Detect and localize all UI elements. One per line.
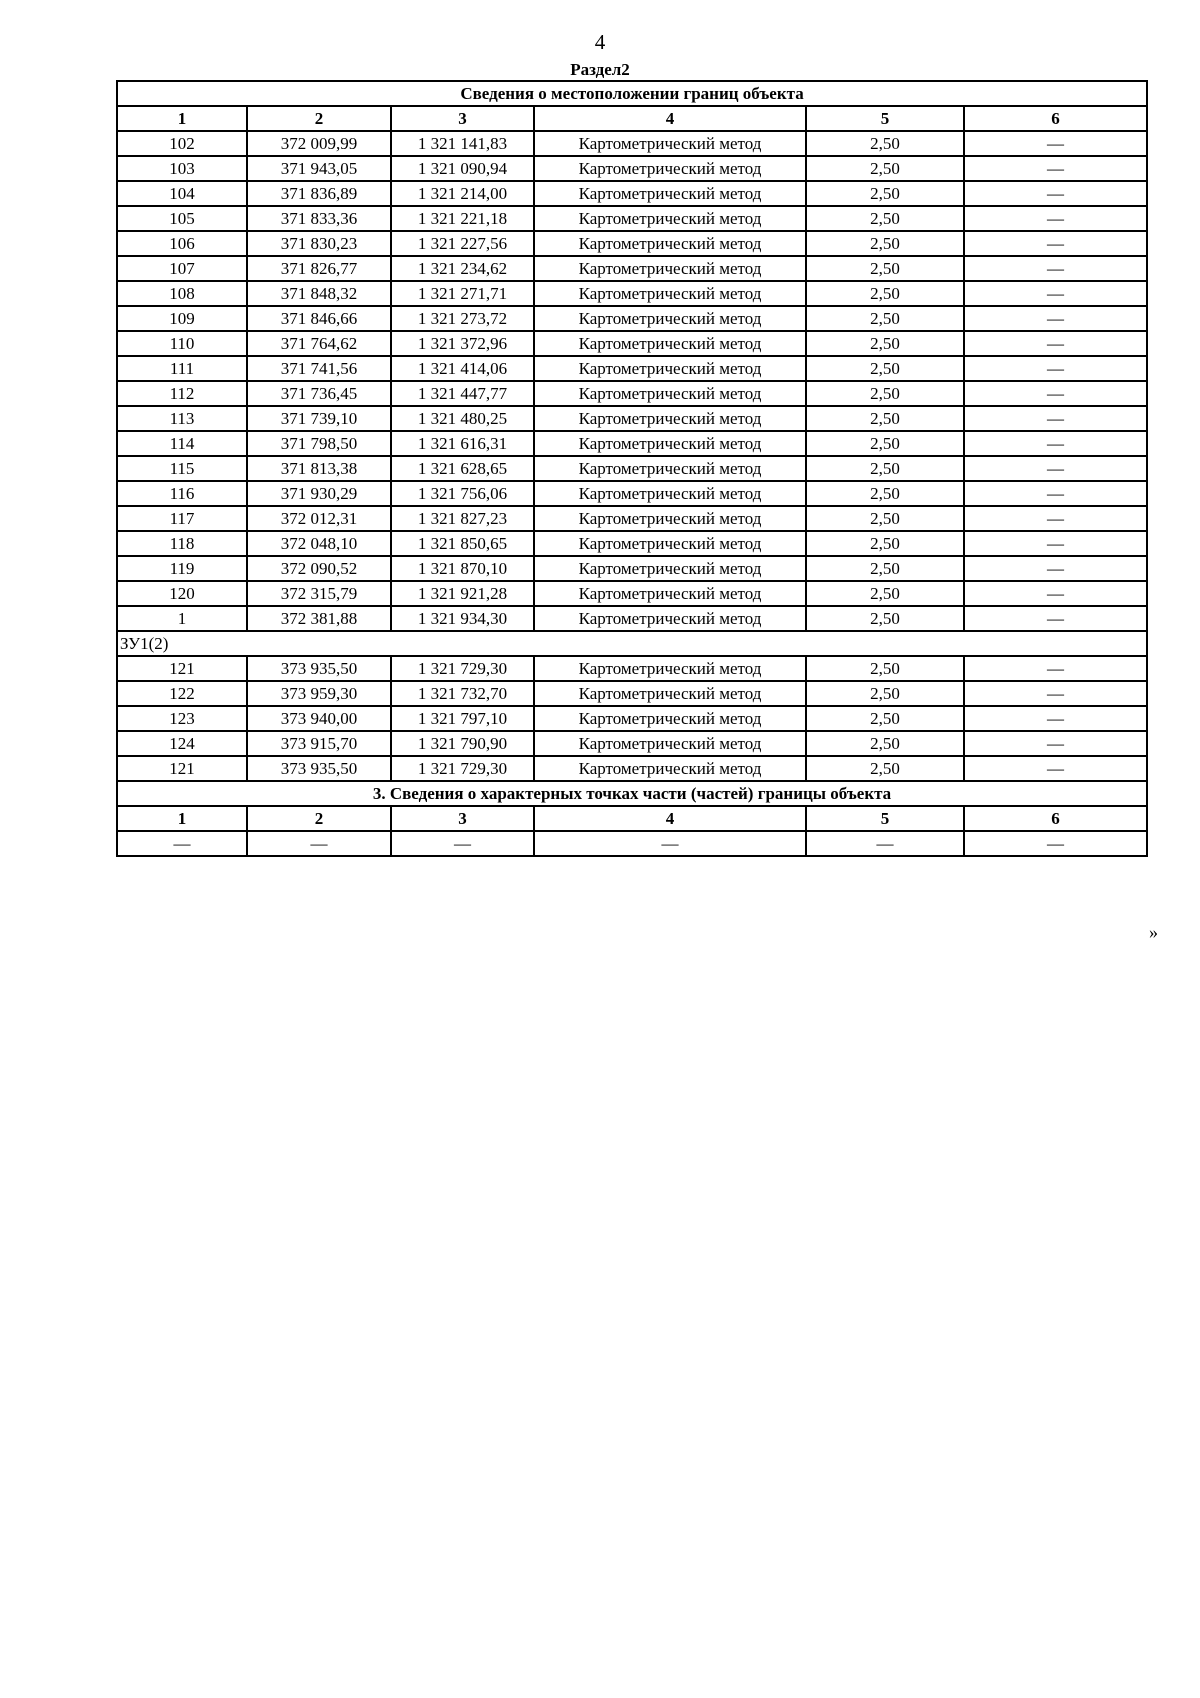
cell: 373 940,00 — [247, 706, 391, 731]
table-title: Сведения о местоположении границ объекта — [117, 81, 1147, 106]
cell: Картометрический метод — [534, 656, 806, 681]
cell: 2,50 — [806, 531, 964, 556]
table-row — [117, 281, 1147, 306]
cell: 373 935,50 — [247, 756, 391, 781]
table-row — [117, 456, 1147, 481]
cell: 2,50 — [806, 606, 964, 631]
cell: Картометрический метод — [534, 306, 806, 331]
section3-row — [117, 831, 1147, 856]
cell: 1 321 870,10 — [391, 556, 534, 581]
cell: 104 — [117, 181, 247, 206]
cell: 5 — [806, 806, 964, 831]
cell: — — [964, 356, 1147, 381]
cell: 372 315,79 — [247, 581, 391, 606]
cell: 1 321 850,65 — [391, 531, 534, 556]
cell: Картометрический метод — [534, 756, 806, 781]
cell: 2,50 — [806, 281, 964, 306]
cell: — — [964, 156, 1147, 181]
table-row — [117, 731, 1147, 756]
cell: 115 — [117, 456, 247, 481]
cell: — — [391, 831, 534, 856]
cell: 2,50 — [806, 731, 964, 756]
cell: 106 — [117, 231, 247, 256]
cell: 123 — [117, 706, 247, 731]
cell: — — [117, 831, 247, 856]
cell: 371 830,23 — [247, 231, 391, 256]
cell: 1 321 234,62 — [391, 256, 534, 281]
cell: 1 321 616,31 — [391, 431, 534, 456]
cell: 1 321 090,94 — [391, 156, 534, 181]
table-row — [117, 656, 1147, 681]
table-row — [117, 481, 1147, 506]
cell: 2,50 — [806, 656, 964, 681]
table-row — [117, 356, 1147, 381]
cell: 371 739,10 — [247, 406, 391, 431]
cell: 372 090,52 — [247, 556, 391, 581]
cell: 371 813,38 — [247, 456, 391, 481]
group-row — [117, 631, 1147, 656]
table-row — [117, 681, 1147, 706]
cell: 1 321 271,71 — [391, 281, 534, 306]
cell: 1 321 797,10 — [391, 706, 534, 731]
cell: 2,50 — [806, 131, 964, 156]
cell: — — [964, 556, 1147, 581]
cell: 4 — [534, 806, 806, 831]
cell: 372 009,99 — [247, 131, 391, 156]
cell: 2,50 — [806, 306, 964, 331]
cell: — — [964, 456, 1147, 481]
cell: 371 741,56 — [247, 356, 391, 381]
cell: — — [964, 131, 1147, 156]
cell: 1 321 790,90 — [391, 731, 534, 756]
cell: 1 321 729,30 — [391, 656, 534, 681]
cell: 1 321 480,25 — [391, 406, 534, 431]
cell: 2,50 — [806, 481, 964, 506]
cell: — — [964, 381, 1147, 406]
cell: — — [964, 431, 1147, 456]
section-title: Раздел2 — [570, 60, 630, 79]
table-row — [117, 406, 1147, 431]
cell: 107 — [117, 256, 247, 281]
cell: Картометрический метод — [534, 506, 806, 531]
cell: 1 — [117, 106, 247, 131]
cell: 371 798,50 — [247, 431, 391, 456]
cell: — — [964, 731, 1147, 756]
cell: 2,50 — [806, 406, 964, 431]
cell: 5 — [806, 106, 964, 131]
cell: 6 — [964, 106, 1147, 131]
cell: Картометрический метод — [534, 481, 806, 506]
cell: 1 321 273,72 — [391, 306, 534, 331]
cell: — — [964, 681, 1147, 706]
cell: — — [964, 231, 1147, 256]
cell: Картометрический метод — [534, 381, 806, 406]
cell: Картометрический метод — [534, 456, 806, 481]
table-row — [117, 306, 1147, 331]
section3-title-row — [117, 781, 1147, 806]
cell: 1 321 221,18 — [391, 206, 534, 231]
cell: Картометрический метод — [534, 731, 806, 756]
cell: — — [534, 831, 806, 856]
table-row — [117, 381, 1147, 406]
cell: Картометрический метод — [534, 431, 806, 456]
cell: 371 736,45 — [247, 381, 391, 406]
table-row — [117, 331, 1147, 356]
cell: — — [964, 506, 1147, 531]
cell: — — [964, 656, 1147, 681]
cell: — — [964, 181, 1147, 206]
cell: — — [964, 831, 1147, 856]
cell: Картометрический метод — [534, 406, 806, 431]
cell: 2,50 — [806, 331, 964, 356]
cell: — — [964, 581, 1147, 606]
cell: — — [964, 206, 1147, 231]
cell: Картометрический метод — [534, 556, 806, 581]
cell: 105 — [117, 206, 247, 231]
cell: 1 321 372,96 — [391, 331, 534, 356]
cell: — — [964, 531, 1147, 556]
table-row — [117, 606, 1147, 631]
section3-title: 3. Сведения о характерных точках части (частей) границы объекта — [117, 781, 1147, 806]
cell: 1 321 141,83 — [391, 131, 534, 156]
cell: 373 915,70 — [247, 731, 391, 756]
cell: 371 833,36 — [247, 206, 391, 231]
cell: 1 321 934,30 — [391, 606, 534, 631]
table-row — [117, 181, 1147, 206]
cell: 108 — [117, 281, 247, 306]
cell: 2 — [247, 106, 391, 131]
table-row — [117, 556, 1147, 581]
cell: 371 848,32 — [247, 281, 391, 306]
cell: 112 — [117, 381, 247, 406]
cell: — — [964, 256, 1147, 281]
cell: 373 959,30 — [247, 681, 391, 706]
table-row — [117, 506, 1147, 531]
cell: — — [806, 831, 964, 856]
table-row — [117, 256, 1147, 281]
cell: 2,50 — [806, 681, 964, 706]
cell: — — [964, 481, 1147, 506]
header-row — [117, 106, 1147, 131]
cell: 371 846,66 — [247, 306, 391, 331]
cell: Картометрический метод — [534, 206, 806, 231]
cell: 116 — [117, 481, 247, 506]
cell: 2 — [247, 806, 391, 831]
cell: — — [964, 606, 1147, 631]
table-row — [117, 231, 1147, 256]
cell: 1 — [117, 606, 247, 631]
section3-header-row — [117, 806, 1147, 831]
cell: Картометрический метод — [534, 606, 806, 631]
cell: 1 321 921,28 — [391, 581, 534, 606]
cell: — — [247, 831, 391, 856]
cell: 4 — [534, 106, 806, 131]
cell: — — [964, 331, 1147, 356]
table-row — [117, 756, 1147, 781]
cell: 2,50 — [806, 706, 964, 731]
cell: 2,50 — [806, 556, 964, 581]
table-row — [117, 706, 1147, 731]
cell: 371 943,05 — [247, 156, 391, 181]
cell: 371 836,89 — [247, 181, 391, 206]
cell: 2,50 — [806, 431, 964, 456]
cell: 2,50 — [806, 156, 964, 181]
cell: 120 — [117, 581, 247, 606]
cell: 2,50 — [806, 756, 964, 781]
cell: — — [964, 406, 1147, 431]
table-row — [117, 431, 1147, 456]
cell: Картометрический метод — [534, 681, 806, 706]
cell: 122 — [117, 681, 247, 706]
cell: 371 826,77 — [247, 256, 391, 281]
cell: Картометрический метод — [534, 256, 806, 281]
cell: 2,50 — [806, 256, 964, 281]
cell: 1 321 628,65 — [391, 456, 534, 481]
cell: — — [964, 306, 1147, 331]
boundary-table — [116, 80, 1148, 857]
cell: 1 321 732,70 — [391, 681, 534, 706]
cell: 2,50 — [806, 381, 964, 406]
cell: 111 — [117, 356, 247, 381]
table-row — [117, 131, 1147, 156]
cell: 3 — [391, 806, 534, 831]
cell: 371 764,62 — [247, 331, 391, 356]
closing-quote: » — [1149, 922, 1158, 942]
cell: 2,50 — [806, 356, 964, 381]
cell: 1 321 227,56 — [391, 231, 534, 256]
cell: 121 — [117, 756, 247, 781]
cell: 1 321 827,23 — [391, 506, 534, 531]
cell: Картометрический метод — [534, 531, 806, 556]
cell: 2,50 — [806, 581, 964, 606]
cell: 1 — [117, 806, 247, 831]
table-row — [117, 581, 1147, 606]
cell: 1 321 756,06 — [391, 481, 534, 506]
cell: 117 — [117, 506, 247, 531]
cell: — — [964, 281, 1147, 306]
cell: Картометрический метод — [534, 331, 806, 356]
group-label: ЗУ1(2) — [117, 631, 1147, 656]
cell: 121 — [117, 656, 247, 681]
cell: — — [964, 756, 1147, 781]
cell: 1 321 214,00 — [391, 181, 534, 206]
cell: 2,50 — [806, 181, 964, 206]
cell: 113 — [117, 406, 247, 431]
cell: 110 — [117, 331, 247, 356]
table-row — [117, 156, 1147, 181]
cell: 3 — [391, 106, 534, 131]
cell: 102 — [117, 131, 247, 156]
cell: 371 930,29 — [247, 481, 391, 506]
cell: 372 048,10 — [247, 531, 391, 556]
table-row — [117, 206, 1147, 231]
cell: 6 — [964, 806, 1147, 831]
cell: 2,50 — [806, 506, 964, 531]
cell: 119 — [117, 556, 247, 581]
cell: — — [964, 706, 1147, 731]
cell: Картометрический метод — [534, 231, 806, 256]
table-row — [117, 531, 1147, 556]
cell: 118 — [117, 531, 247, 556]
cell: 1 321 414,06 — [391, 356, 534, 381]
cell: 372 381,88 — [247, 606, 391, 631]
cell: 109 — [117, 306, 247, 331]
cell: 1 321 447,77 — [391, 381, 534, 406]
cell: 2,50 — [806, 456, 964, 481]
cell: Картометрический метод — [534, 281, 806, 306]
cell: Картометрический метод — [534, 356, 806, 381]
cell: Картометрический метод — [534, 581, 806, 606]
cell: 114 — [117, 431, 247, 456]
cell: Картометрический метод — [534, 181, 806, 206]
cell: 372 012,31 — [247, 506, 391, 531]
cell: 124 — [117, 731, 247, 756]
cell: Картометрический метод — [534, 706, 806, 731]
cell: 373 935,50 — [247, 656, 391, 681]
cell: Картометрический метод — [534, 131, 806, 156]
cell: Картометрический метод — [534, 156, 806, 181]
cell: 2,50 — [806, 206, 964, 231]
cell: 2,50 — [806, 231, 964, 256]
page-number: 4 — [594, 30, 606, 54]
cell: 1 321 729,30 — [391, 756, 534, 781]
cell: 103 — [117, 156, 247, 181]
